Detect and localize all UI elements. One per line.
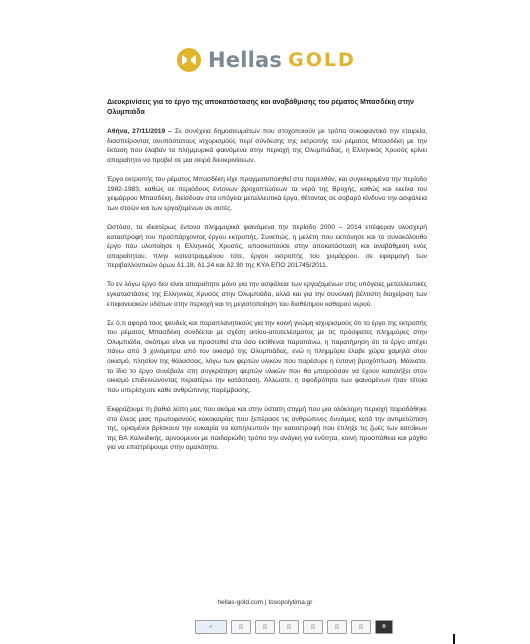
iso-badge-icon: ◫ — [351, 620, 371, 634]
paragraph-1-text: Σε συνέχεια δημοσιευμάτων που στοχοποιούν με τρόπο συκοφαντικό την εταιρεία, διασπείροντας ανυπόστατους ισχυρισμούς περί σύνδεσης της εκτροπής του ρέματος Μπασδέκη με την έκταση που έλαβαν τα πλημμυρικά φαινόμενα στην περιοχή της Ολυμπιάδας, η Ελληνικός Χρυσός κρίνει απαραίτητο να προβεί σε μια σειρά διευκρινίσεων. — [107, 128, 427, 164]
iso-badge-icon: ◫ — [303, 620, 323, 634]
paragraph-1 — [107, 127, 427, 165]
iso-badge-icon: ◫ — [279, 620, 299, 634]
paragraph-6: Εκφράζουμε τη βαθιά λύπη μας που ακόμα και στην ύστατη στιγμή που μια ολόκληρη περιοχή παραδόθηκε στο έλεος μιας πρωτοφανούς κακοκαιρίας που ξεπέρασε τις ανθρώπινες δυνάμεις κατά την αντιμετώπιση της, ορισμένοι βρίσκουν την ευκαιρία να καπηλευτούν την καταστροφή που έπληξε τις ζωές των κατοίκων της ΒΑ Χαλκιδικής, αρνούμενοι με παιδαριώδη τρόπο την ανάγκη για ενότητα, κοινή προσπάθεια και μόχθο για να επιστρέψουμε στην ομαλότητα. — [107, 405, 427, 452]
iso-badge-icon: ◫ — [255, 620, 275, 634]
footer-links[interactable]: hellas-gold.com | tosopolytima.gr — [217, 599, 313, 606]
hellas-gold-logo-icon — [176, 47, 202, 73]
paragraph-2: Έργο εκτροπής του ρέματος Μπασδέκη είχε πραγματοποιηθεί στο παρελθόν, και συγκεκριμένα την περίοδο 1982-1983, καθώς σε περιόδους έντονων βροχοπτώσεων τα νερά της Βροχής, καθώς και εκείνα του χειμάρρου Μπασδέκη, διείσδυαν στα υπόγεια μεταλλευτικά έργα, θέτοντας σε σοβαρό κίνδυνο την ασφάλεια των στοών και των εργαζομένων σε αυτές. — [107, 176, 427, 212]
document-title: Διευκρινίσεις για το έργο της αποκατάστασης και αναβάθμισης του ρέματος Μπασδέκη στην Ολυμπιάδα — [107, 99, 414, 116]
cert-badge-icon: ✓ — [195, 620, 227, 634]
page-edge-marker — [453, 634, 455, 644]
logo-text-hellas: Hellas — [208, 47, 283, 72]
certification-badges — [195, 620, 393, 634]
hellas-gold-logo — [176, 47, 356, 73]
paragraph-3: Ωστόσο, τα ιδιαιτέρως έντονα πλημμυρικά φαινόμενα την περίοδο 2000 – 2014 επέφεραν ολοσχερή καταστροφή του προϋπάρχοντος έργου εκτροπής. Συνεπώς, η μελέτη που εκπόνησε και το συνακόλουθο έργο που υλοποίησε η Ελληνικός Χρυσός, αποσκοπούσε στην αποκατάσταση και αναβάθμιση ενός απαραίτητου, πλην κατεστραμμένου τότε, έργου εκτροπής του χειμάρρου, σε εφαρμογή των περιβαλλοντικών όρων δ1.18, δ1.24 και δ2.30 της ΚΥΑ ΕΠΟ 201745/2011. — [107, 223, 427, 270]
iso-badge-icon: ◫ — [327, 620, 347, 634]
paragraph-4: Το εν λόγω έργο δεν είναι απαραίτητο μόνο για την ασφάλεια των εργαζομένων στις υπόγειες μεταλλευτικές εγκαταστάσεις της Ελληνικός Χρυσός στην Ολυμπιάδα, αλλά και για την συνολική βέλτιστη διαχείριση των επιφανειακών υδάτων στην περιοχή και τη μεγιστοποίηση του διαθέσιμου καθαρού νερού. — [107, 281, 427, 308]
paragraph-5: Σε ό,τι αφορά τους ψευδείς και παραπλανητικούς για την κοινή γνώμη ισχυρισμούς ότι το έργο της εκτροπής του ρέματος Μπασδέκη συνδέεται με σχέση αιτίου-αποτελέσματος με τις πρόσφατες πλημμύρες στην Ολυμπιάδα, σκόπιμο είναι να προστεθεί στα όσα εκτίθεναι παραπάνω, η παρατήρηση ότι το έργο απέχει πάνω από 3 χιλιόμετρα από τον οικισμό της Ολυμπιάδας, ενώ η πλημμύρα έλαβε χώρα χαμηλά στον οικισμό, πλησίον της θάλασσας, λόγω των φερτών υλικών που παρέσυρε η έντονη βροχόπτωση. Μάλιστα, το ίδιο το έργο συνέβαλε στη συγκράτηση φερτών υλικών που θα μπορούσαν να έχουν καταλήξει στον οικισμό επιδεινώνοντας περαιτέρω την κατάσταση. Άλλωστε, η σφοδρότητα των φαινομένων ήταν τέτοια που υπερίσχυσε κάθε ανθρώπινης παρέμβασης. — [107, 319, 427, 394]
iso-badge-icon: ◫ — [231, 620, 251, 634]
press-release-body — [107, 98, 427, 462]
dateline: Αθήνα, 27/11/2019 – — [107, 128, 172, 136]
registered-badge-icon: ® — [375, 620, 393, 634]
logo-text-gold: GOLD — [288, 48, 356, 71]
